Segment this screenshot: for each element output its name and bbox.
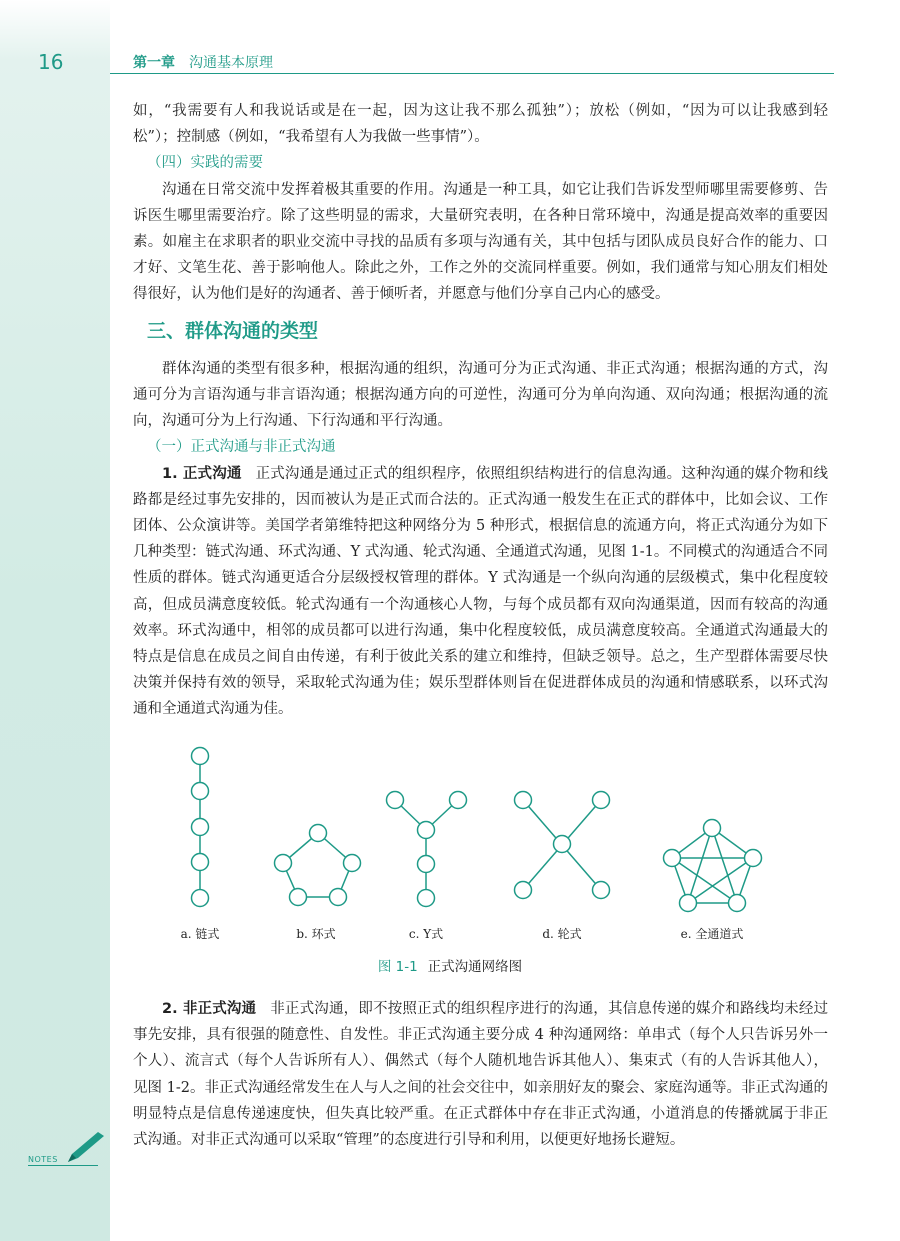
- chapter-number: 第一章: [133, 55, 175, 71]
- informal-text: 非正式沟通，即不按照正式的组织程序进行的沟通，其信息传递的媒介和路线均未经过事先安排，具有很强的随意性、自发性。非正式沟通主要分成 4 种沟通网络：单串式（每个人只告诉另外一个人）、流言式（每个人告诉所有人）、偶然式（每个人随机地告诉其他人）、集束式（有的人告诉其他人），见图 1-2。非正式沟通经常发生在人与人之间的社会交往中，如亲朋好友的聚会、家庭沟通等。非正式沟通的明显特点是信息传递速度快，但失真比较严重。在正式群体中存在非正式沟通，小道消息的传播就属于非正式沟通。对非正式沟通可以采取“管理”的态度进行引导和利用，以便更好地扬长避短。: [133, 1001, 828, 1149]
- node: [418, 856, 435, 873]
- chapter-title: 沟通基本原理: [189, 55, 273, 71]
- left-margin-band: [0, 0, 110, 1241]
- node: [450, 792, 467, 809]
- notes-label: NOTES: [28, 1155, 58, 1164]
- network-diagram: [170, 740, 770, 940]
- label-chain: a. 链式: [180, 927, 220, 940]
- node: [418, 890, 435, 907]
- paragraph-practice: 沟通在日常交流中发挥着极其重要的作用。沟通是一种工具，如它让我们告诉发型师哪里需要修剪、告诉医生哪里需要治疗。除了这些明显的需求，大量研究表明，在各种日常环境中，沟通是提高效率的重要因素。如雇主在求职者的职业交流中寻找的品质有多项与沟通有关，其中包括与团队成员良好合作的能力、口才好、文笔生花、善于影响他人。除此之外，工作之外的交流同样重要。例如，我们通常与知心朋友们相处得很好，认为他们是好的沟通者、善于倾听者，并愿意与他们分享自己内心的感受。: [133, 181, 828, 303]
- node: [192, 819, 209, 836]
- formal-text: 正式沟通是通过正式的组织程序，依照组织结构进行的信息沟通。这种沟通的媒介物和线路都是经过事先安排的，因而被认为是正式而合法的。正式沟通一般发生在正式的群体中，比如会议、工作团体、公众演讲等。美国学者第维特把这种网络分为 5 种形式，根据信息的流通方向，将正式沟通分为如下几种类型：链式沟通、环式沟通、Y 式沟通、轮式沟通、全通道式沟通，见图 1-1。不同模式的沟通适合不同性质的群体。链式沟通更适合分层级授权管理的群体。Y 式沟通是一个纵向沟通的层级模式，集中化程度较高，但成员满意度较低。轮式沟通有一个沟通核心人物，与每个成员都有双向沟通渠道，因而有较高的沟通效率。环式沟通中，相邻的成员都可以进行沟通，集中化程度较低，成员满意度较高。全通道式沟通最大的特点是信息在成员之间自由传递，有利于彼此关系的建立和维持，但缺乏领导。总之，生产型群体需要尽快决策并保持有效的领导，采取轮式沟通为佳；娱乐型群体则旨在促进群体成员的沟通和情感联系，以环式沟通和全通道式沟通为佳。: [133, 465, 828, 718]
- node: [330, 889, 347, 906]
- notes-marker: [28, 1132, 108, 1172]
- circle-network: [275, 825, 361, 906]
- node: [192, 854, 209, 871]
- figure-title: 正式沟通网络图: [427, 959, 523, 975]
- all-channel-network: [664, 820, 762, 912]
- chain-network: [192, 748, 209, 907]
- node: [680, 895, 697, 912]
- notes-rule: [28, 1165, 98, 1166]
- informal-lead: 2. 非正式沟通: [162, 1001, 257, 1017]
- wheel-network: [515, 792, 610, 899]
- node: [593, 882, 610, 899]
- node: [310, 825, 327, 842]
- pen-icon: [62, 1128, 108, 1168]
- node: [192, 783, 209, 800]
- paragraph-informal: [133, 996, 828, 1153]
- header-rule: [110, 73, 834, 74]
- node: [192, 890, 209, 907]
- node: [515, 882, 532, 899]
- node: [729, 895, 746, 912]
- label-circle: b. 环式: [296, 927, 336, 940]
- figure-formal-networks: [170, 740, 770, 980]
- node: [745, 850, 762, 867]
- paragraph-types: 群体沟通的类型有很多种，根据沟通的组织，沟通可分为正式沟通、非正式沟通；根据沟通的方式，沟通可分为言语沟通与非言语沟通；根据沟通方向的可逆性，沟通可分为单向沟通、双向沟通；根据沟通的流向，沟通可分为上行沟通、下行沟通和平行沟通。: [133, 360, 828, 430]
- node: [704, 820, 721, 837]
- figure-caption: [0, 955, 900, 975]
- label-wheel: d. 轮式: [542, 927, 582, 940]
- node: [664, 850, 681, 867]
- node: [515, 792, 532, 809]
- y-network: [387, 792, 467, 907]
- node: [593, 792, 610, 809]
- node: [192, 748, 209, 765]
- label-all-channel: e. 全通道式: [680, 927, 744, 940]
- node: [275, 855, 292, 872]
- page-number: 16: [38, 50, 64, 74]
- paragraph-intro: 如，“我需要有人和我说话或是在一起，因为这让我不那么孤独”）；放松（例如，“因为可以让我感到轻松”）；控制感（例如，“我希望有人为我做一些事情”）。: [133, 103, 828, 146]
- main-text-lower: [133, 996, 828, 1153]
- paragraph-formal: [133, 461, 828, 723]
- subheading-practice: （四）实践的需要: [147, 155, 263, 172]
- node: [344, 855, 361, 872]
- node: [387, 792, 404, 809]
- formal-lead: 1. 正式沟通: [162, 465, 242, 482]
- subheading-formal-informal: （一）正式沟通与非正式沟通: [147, 439, 336, 456]
- section-heading-group-types: 三、群体沟通的类型: [147, 319, 319, 342]
- running-header: [133, 52, 273, 72]
- node: [290, 889, 307, 906]
- node: [554, 836, 571, 853]
- node: [418, 822, 435, 839]
- figure-number: 图 1-1: [377, 959, 418, 975]
- main-text-upper: [133, 98, 828, 723]
- label-y: c. Y式: [408, 927, 444, 940]
